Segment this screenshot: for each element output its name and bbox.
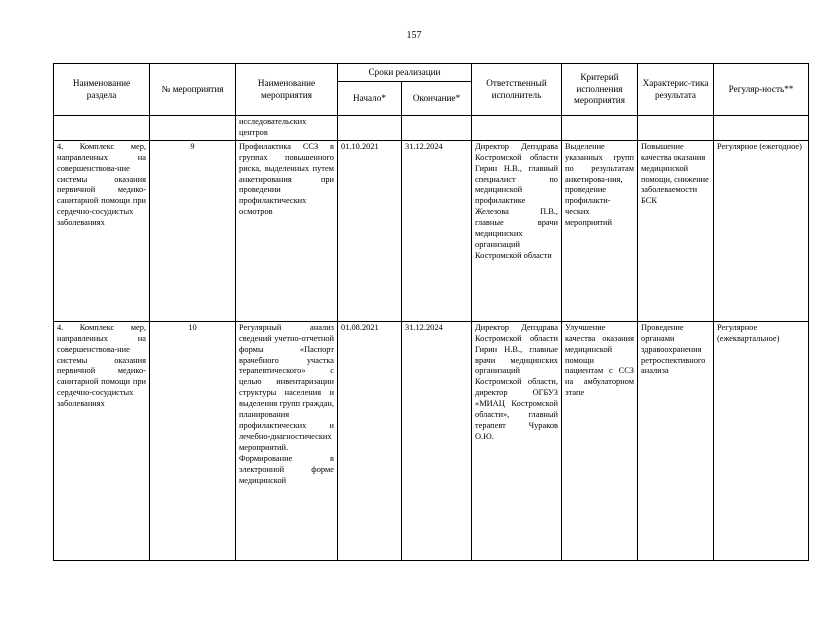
cell-section: 4. Комплекс мер, направленных на совершенствова-ние системы оказания первичной медико-санитарной помощи при сердечно-сосудистых заболеваниях bbox=[54, 140, 150, 321]
cell-section: 4. Комплекс мер, направленных на совершенствова-ние системы оказания первичной медико-санитарной помощи при сердечно-сосудистых заболеваниях bbox=[54, 321, 150, 560]
page-number: 157 bbox=[406, 30, 422, 41]
header-responsible: Ответственный исполнитель bbox=[472, 64, 562, 116]
header-result: Характерис-тика результата bbox=[638, 64, 714, 116]
cell-responsible: Директор Депздрава Костромской области Гирин Н.В., главные врачи медицинских организаций Костромской области, директор ОГБУЗ «МИАЦ Костромской области», главный терапевт Чураков О.Ю. bbox=[472, 321, 562, 560]
header-event-number: № мероприятия bbox=[150, 64, 236, 116]
cell-end: 31.12.2024 bbox=[402, 140, 472, 321]
cell-regularity: Регулярное (ежегодное) bbox=[714, 140, 809, 321]
cell-start: 01.10.2021 bbox=[338, 140, 402, 321]
cell-start: 01.08.2021 bbox=[338, 321, 402, 560]
table-row bbox=[54, 321, 809, 560]
header-criterion: Критерий исполнения мероприятия bbox=[562, 64, 638, 116]
table-row-continuation bbox=[54, 116, 809, 141]
cell-responsible: Директор Депздрава Костромской области Гирин Н.В., главный специалист по медицинской профилактике Железова П.В., главные врачи медицинских организаций Костромской области bbox=[472, 140, 562, 321]
events-table bbox=[53, 63, 809, 561]
header-section-name: Наименование раздела bbox=[54, 64, 150, 116]
cell-result: Проведение органами здравоохранения ретроспективного анализа bbox=[638, 321, 714, 560]
cell-end: 31.12.2024 bbox=[402, 321, 472, 560]
header-event-name: Наименование мероприятия bbox=[236, 64, 338, 116]
continuation-text: исследовательских центров bbox=[236, 116, 338, 141]
header-start: Начало* bbox=[338, 82, 402, 116]
cell-event-name: Профилактика ССЗ в группах повышенного риска, выделенных путем анкетирования при проведении профилактических осмотров bbox=[236, 140, 338, 321]
header-regularity: Регуляр-ность** bbox=[714, 64, 809, 116]
cell-criterion: Выделение указанных групп по результатам анкетирова-ния, проведение профилакти-ческих мероприятий bbox=[562, 140, 638, 321]
cell-regularity: Регулярное (ежеквартальное) bbox=[714, 321, 809, 560]
header-end: Окончание* bbox=[402, 82, 472, 116]
table-row bbox=[54, 140, 809, 321]
cell-number: 10 bbox=[150, 321, 236, 560]
cell-event-name: Регулярный анализ сведений учетно-отчетной формы «Паспорт врачебного участка терапевтического» с целью инвентаризации структуры населения и выделения групп граждан, планирования профилактических и лечебно-диагностических мероприятий. Формирование в электронной форме медицинской bbox=[236, 321, 338, 560]
header-dates-group: Сроки реализации bbox=[338, 64, 472, 82]
cell-number: 9 bbox=[150, 140, 236, 321]
cell-result: Повышение качества оказания медицинской помощи, снижение заболеваемости БСК bbox=[638, 140, 714, 321]
cell-criterion: Улучшение качества оказания медицинской помощи пациентам с ССЗ на амбулаторном этапе bbox=[562, 321, 638, 560]
